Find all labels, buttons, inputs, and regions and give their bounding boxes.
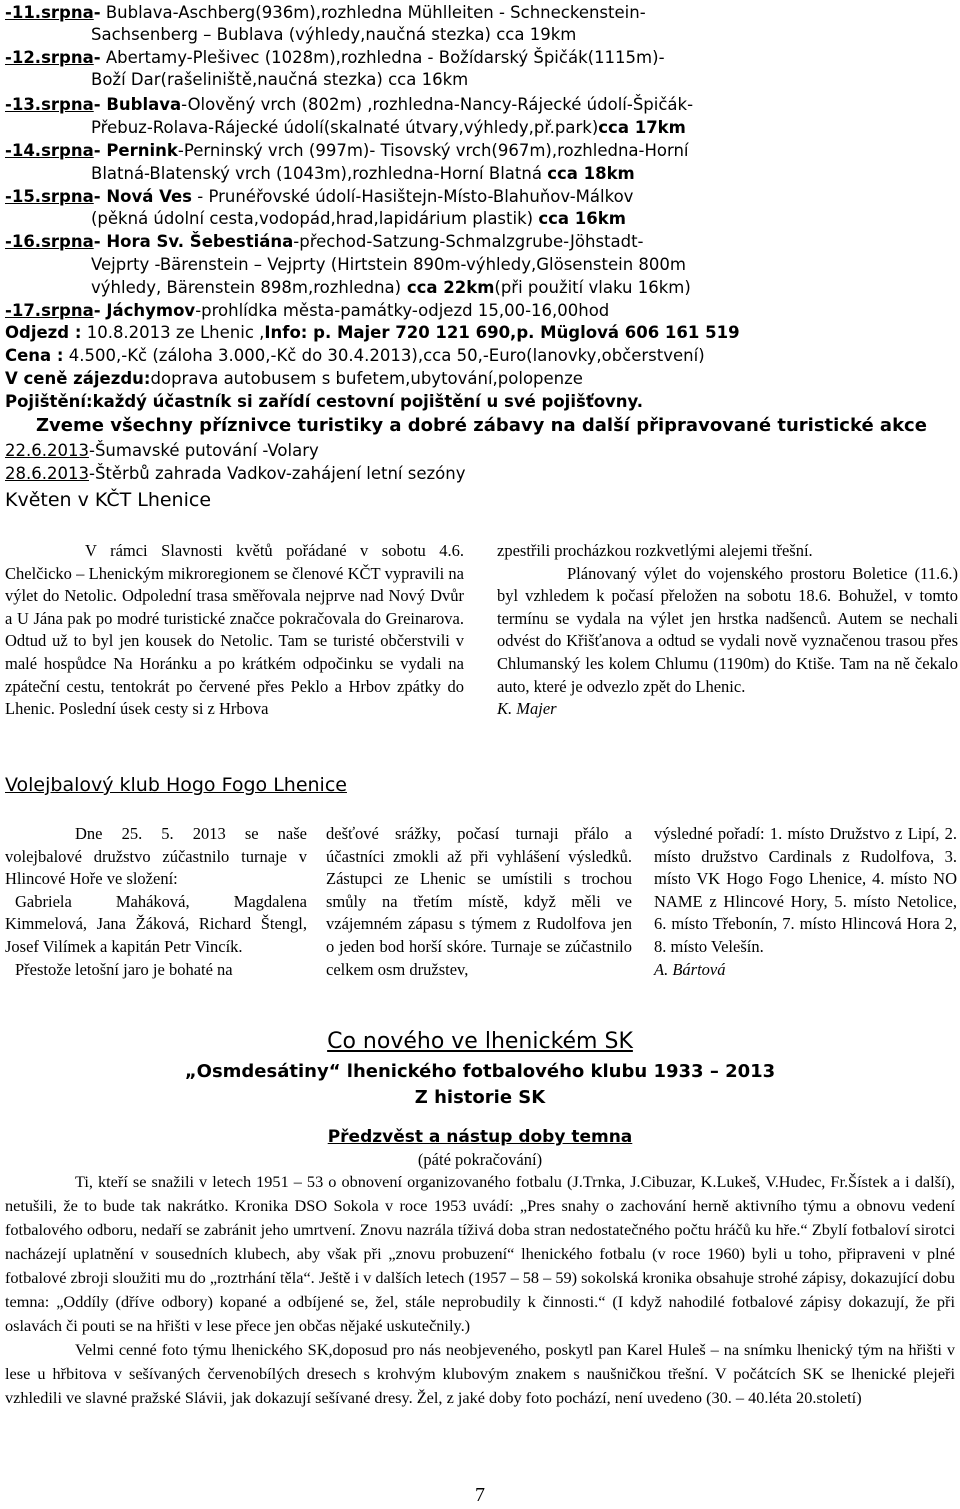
volley-paragraph: dešťové srážky, počasí turnaji přálo a účastníci zmokli až při vyhlášení výsledků. Zástupci ze Lhenic se umístili s trochou smůly na třetím místě, když měli ve vzájemném zápasu s týmem z Rudolfova jen o jeden bod horší skóre. Turnaje se zúčastnilo celkem osm družstev,: [326, 824, 632, 979]
volley-column-3: [654, 823, 957, 981]
trip-day-16: -16.srpna- Hora Sv. Šebestiána-přechod-Satzung-Schmalzgrube-Jöhstadt-: [5, 232, 644, 251]
page-number: 7: [475, 1484, 485, 1506]
trip-line: Sachsenberg – Bublava (výhledy,naučná stezka) cca 19km: [91, 25, 577, 44]
trip-date: -11.srpna: [5, 3, 94, 22]
sk-subtitle: „Osmdesátiny“ lhenického fotbalového klubu 1933 – 2013: [184, 1061, 776, 1082]
kct-author: K. Majer: [497, 699, 557, 719]
trip-line: Přebuz-Rolava-Rájecké údolí(skalnaté útvary,výhledy,př.park)cca 17km: [91, 118, 686, 137]
kct-column-2: [497, 540, 958, 721]
volley-column-2: [326, 823, 632, 981]
sk-paragraph: Velmi cenné foto týmu lhenického SK,doposud pro nás neobjeveného, poskytl pan Karel Huleš – na snímku lhenický tým na hřišti v lese u hřbitova v sešívaných červenobílých dresech s krohvým klubovým znakem s naušničkou třešní. V počátcích SK se lhenické plejeři vzhledili ve slavné pražské Slávii, jak dokazují sešívané dresy. Žel, z jaké doby foto pochází, není uvedeno (30. – 40.léta 20.století): [5, 1340, 955, 1407]
sk-paragraph: Ti, kteří se snažili v letech 1951 – 53 o obnovení organizovaného fotbalu (J.Trnka, J.Cibuzar, K.Lukeš, V.Hudec, Fr.Šístek a i další), netušili, že to bude tak nakrátko. Kronika DSO Sokola v roce 1953 uvádí: „Pres snahy o zachování herně aktivního týmu a obnovu vedení fotbalového odboru, nedaří se zabránit jeho umrtvení. Znovu nazrála tíživá doba stran nedostatečného počtu hráčů ku hře.“ Zbylí fotbaloví sirotci nacházejí uplatnění v sousedních klubech, aby však při „znovu probuzení“ lhenického fotbalu (v roce 1960) byli u toho, připraveni v plné fotbalové zbroji sloužiti mu do „roztrhání těla“. Ještě i v dalších letech (1957 – 58 – 59) sokolská kronika obsahuje strohé zápisy, dokazující dobu temna: „Oddíly (dříve odbory) kopané a odbíjené se, žel, stále neprobudily k činnosti.“ (I když nahodilé fotbalové zápisy dokazují, že při oslavách či pouti se na hřišti v lese přece jen občas nějaké uskutečnily.): [5, 1172, 955, 1335]
sk-section-title: Předzvěst a nástup doby temna: [327, 1127, 633, 1147]
sk-story: [5, 1170, 955, 1410]
sk-history: Z historie SK: [414, 1087, 546, 1108]
kct-column-1: [5, 540, 464, 721]
volley-paragraph: Gabriela Maháková, Magdalena Kimmelová, Jana Žáková, Richard Štengl, Josef Vilímek a kapitán Petr Vincík.: [5, 891, 307, 956]
event-item: 28.6.2013-Štěrbů zahrada Vadkov-zahájení letní sezóny: [5, 464, 466, 483]
trip-line: (pěkná údolní cesta,vodopád,hrad,lapidárium plastik) cca 16km: [91, 209, 626, 228]
invitation-heading: Zveme všechny příznivce turistiky a dobré zábavy na další připravované turistické akce: [36, 415, 927, 436]
departure-info: Odjezd : 10.8.2013 ze Lhenic ,Info: p. Majer 720 121 690,p. Müglová 606 161 519: [5, 323, 740, 342]
trip-day-17: -17.srpna- Jáchymov-prohlídka města-památky-odjezd 15,00-16,00hod: [5, 301, 610, 320]
volley-paragraph: Přestože letošní jaro je bohaté na: [15, 959, 233, 979]
trip-line: výhledy, Bärenstein 898m,rozhledna) cca 22km(při použití vlaku 16km): [91, 278, 691, 297]
volley-paragraph: Dne 25. 5. 2013 se naše volejbalové družstvo zúčastnilo turnaje v Hlincové Hoře ve složení:: [5, 824, 307, 889]
kct-title: Květen v KČT Lhenice: [5, 489, 212, 511]
event-item: 22.6.2013-Šumavské putování -Volary: [5, 441, 319, 460]
trip-day-15: -15.srpna- Nová Ves - Prunéřovské údolí-Hasištejn-Místo-Blahuňov-Málkov: [5, 187, 634, 206]
trip-day-13: -13.srpna- Bublava-Olověný vrch (802m) ,rozhledna-Nancy-Rájecké údolí-Špičák-: [5, 95, 694, 114]
insurance-info: Pojištění:každý účastník si zařídí cestovní pojištění u své pojišťovny.: [5, 392, 644, 411]
sk-title: Co nového ve lhenickém SK: [327, 1029, 633, 1054]
trip-line: Vejprty -Bärenstein – Vejprty (Hirtstein 890m-výhledy,Glösenstein 800m: [91, 255, 686, 274]
sk-part: (páté pokračování): [417, 1150, 543, 1169]
included-info: V ceně zájezdu:doprava autobusem s bufetem,ubytování,polopenze: [5, 369, 583, 388]
trip-day-12: -12.srpna- Abertamy-Plešivec (1028m),rozhledna - Božídarský Špičák(1115m)-: [5, 48, 665, 67]
price-info: Cena : 4.500,-Kč (záloha 3.000,-Kč do 30.4.2013),cca 50,-Euro(lanovky,občerstvení): [5, 346, 705, 365]
trip-day-11: -11.srpna- Bublava-Aschberg(936m),rozhledna Mühlleiten - Schneckenstein-: [5, 3, 646, 22]
kct-paragraph: Plánovaný výlet do vojenského prostoru Boletice (11.6.) byl vzhledem k počasí přeložen na sobotu 18.6. Bohužel, v tomto termínu se vydala na výlet jen hrstka nadšenců. Autem se nechali odvést do Křišťanova a odtud se vydali nově vyznačenou trasou přes Chlumanský les kolem Chlumu (1190m) do Ktiše. Tam na ně čekalo auto, které je odvezlo zpět do Lhenic.: [497, 563, 958, 696]
trip-line: Boží Dar(rašeliniště,naučná stezka) cca 16km: [91, 70, 469, 89]
volley-author: A. Bártová: [654, 959, 726, 979]
kct-paragraph: zpestřili procházkou rozkvetlými alejemi třešní.: [497, 541, 813, 560]
volley-column-1: [5, 823, 307, 981]
trip-line: Blatná-Blatenský vrch (1043m),rozhledna-Horní Blatná cca 18km: [91, 164, 635, 183]
trip-day-14: -14.srpna- Pernink-Perninský vrch (997m)- Tisovský vrch(967m),rozhledna-Horní: [5, 141, 689, 160]
kct-paragraph: V rámci Slavnosti květů pořádané v sobotu 4.6. Chelčicko – Lhenickým mikroregionem se členové KČT vypravili na výlet do Netolic. Odpolední trasa směřovala nejprve nad Nový Dvůr a U Jána pak po modré turistické značce pokračovala do Greinarova. Odtud už to byl jen kousek do Netolic. Tam se turisté občerstvili v malé hospůdce Na Horánku a po krátkém odpočinku se vydali na zpáteční cestu, tentokrát po červené přes Peklo a Hrbov zpátky do Lhenic. Poslední úsek cesty si z Hrbova: [5, 541, 464, 719]
volley-title: Volejbalový klub Hogo Fogo Lhenice: [5, 774, 347, 796]
volley-paragraph: výsledné pořadí: 1. místo Družstvo z Lipí, 2. místo družstvo Cardinals z Rudolfova, 3. místo VK Hogo Fogo Lhenice, 4. místo NO NAME z Hlincové Hory, 5. místo Netolice, 6. místo Třebonín, 7. místo Hlincová Hora 2, 8. místo Velešín.: [654, 824, 957, 956]
